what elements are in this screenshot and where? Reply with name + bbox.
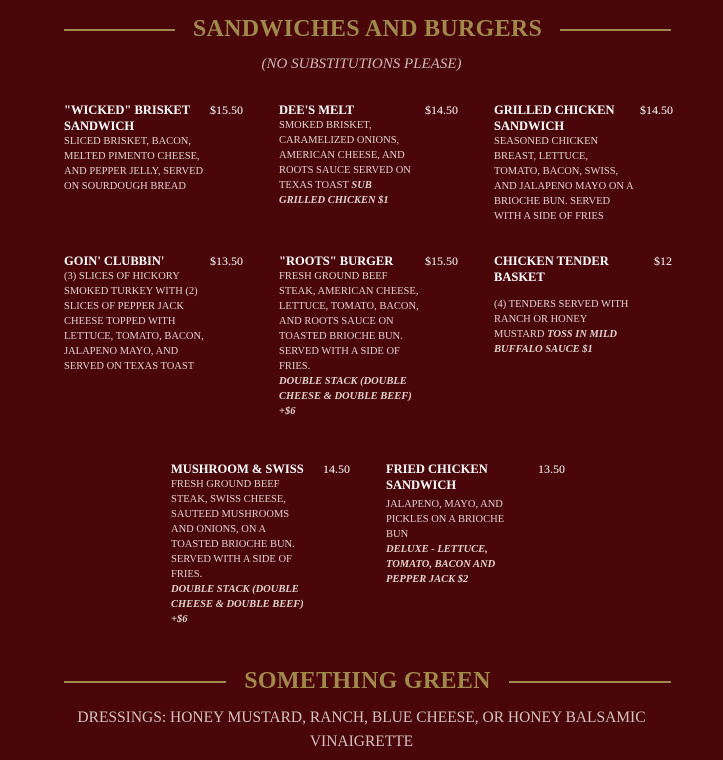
item-name: DEE'S MELT	[279, 103, 354, 117]
item-description-text: SMOKED BRISKET, CARAMELIZED ONIONS, AMERICAN CHEESE, AND ROOTS SAUCE SERVED ON TEXAS TOAST	[279, 120, 411, 191]
item-name: "WICKED" BRISKET SANDWICH	[64, 103, 190, 133]
item-extra: TOSS IN MILD BUFFALO SAUCE $1	[494, 329, 617, 355]
header-rule-right	[560, 29, 671, 31]
item-name: MUSHROOM & SWISS	[171, 462, 304, 476]
header-rule-left	[64, 681, 226, 683]
item-description: JALAPENO, MAYO, AND PICKLES ON A BRIOCHE BUN	[386, 499, 505, 540]
section-title: SOMETHING GREEN	[244, 668, 491, 694]
menu-item-brisket	[64, 102, 244, 194]
item-extra: DOUBLE STACK (DOUBLE CHEESE & DOUBLE BEEF) +$6	[279, 376, 412, 417]
item-price: $13.50	[210, 254, 243, 268]
menu-item-goin-clubbin	[64, 253, 244, 374]
item-description: SEASONED CHICKEN BREAST, LETTUCE, TOMATO, BACON, SWISS, AND JALAPENO MAYO ON A BRIOCHE BUN. SERVED WITH A SIDE OF FRIES	[494, 136, 634, 222]
item-price: $14.50	[425, 103, 458, 117]
header-rule-left	[64, 29, 175, 31]
menu-item-mushroom-swiss	[171, 461, 351, 627]
section-subtitle: (NO SUBSTITUTIONS PLEASE)	[261, 56, 462, 72]
item-name: GRILLED CHICKEN SANDWICH	[494, 103, 615, 133]
section-title: SANDWICHES AND BURGERS	[192, 16, 543, 42]
item-price: $15.50	[210, 103, 243, 117]
item-price: 14.50	[323, 462, 350, 476]
section-header-green	[64, 668, 671, 695]
menu-item-fried-chicken	[386, 461, 566, 587]
item-extra: SUB GRILLED CHICKEN $1	[279, 180, 389, 206]
menu-item-chicken-tender	[494, 253, 674, 357]
item-description	[279, 118, 419, 208]
item-description	[494, 297, 634, 357]
header-rule-right	[509, 681, 671, 683]
item-price: $15.50	[425, 254, 458, 268]
item-description: FRESH GROUND BEEF STEAK, AMERICAN CHEESE, LETTUCE, TOMATO, BACON, AND ROOTS SAUCE ON TOASTED BRIOCHE BUN. SERVED WITH A SIDE OF FRIES.	[279, 271, 419, 372]
item-price: $12	[654, 254, 672, 268]
item-name: "ROOTS" BURGER	[279, 254, 394, 268]
item-extra: DELUXE - LETTUCE, TOMATO, BACON AND PEPPER JACK $2	[386, 544, 496, 585]
item-description: (3) SLICES OF HICKORY SMOKED TURKEY WITH (2) SLICES OF PEPPER JACK CHEESE TOPPED WITH LETTUCE, TOMATO, BACON, JALAPENO MAYO, AND SERVED ON TEXAS TOAST	[64, 271, 204, 372]
item-name: CHICKEN TENDER BASKET	[494, 254, 609, 284]
item-extra: DOUBLE STACK (DOUBLE CHEESE & DOUBLE BEEF) +$6	[171, 584, 304, 625]
item-price: $14.50	[640, 103, 673, 117]
dressings-text: DRESSINGS: HONEY MUSTARD, RANCH, BLUE CHEESE, OR HONEY BALSAMIC VINAIGRETTE	[77, 709, 646, 750]
menu-item-roots-burger	[279, 253, 459, 419]
menu-item-dees-melt	[279, 102, 459, 208]
item-description: FRESH GROUND BEEF STEAK, SWISS CHEESE, SAUTEED MUSHROOMS AND ONIONS, ON A TOASTED BRIOCHE BUN. SERVED WITH A SIDE OF FRIES.	[171, 479, 295, 580]
item-price: 13.50	[538, 462, 565, 476]
section-header-sandwiches	[64, 16, 671, 43]
item-description: SLICED BRISKET, BACON, MELTED PIMENTO CHEESE, AND PEPPER JELLY, SERVED ON SOURDOUGH BREAD	[64, 136, 204, 192]
item-description-text: (4) TENDERS SERVED WITH RANCH OR HONEY MUSTARD	[494, 299, 629, 340]
item-name: GOIN' CLUBBIN'	[64, 254, 165, 268]
item-name: FRIED CHICKEN SANDWICH	[386, 462, 488, 492]
menu-item-grilled-chicken	[494, 102, 674, 224]
